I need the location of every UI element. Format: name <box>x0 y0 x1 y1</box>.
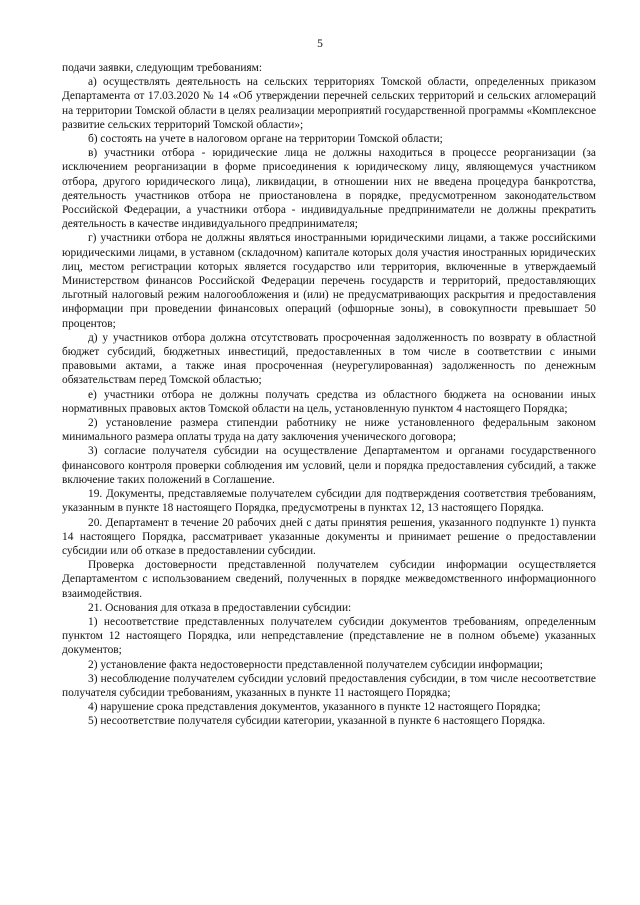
paragraph-verification: Проверка достоверности представленной получателем субсидии информации осуществляется Департаментом с использованием сведений, полученных в порядке межведомственного информационного взаимодействия. <box>62 559 596 600</box>
paragraph-refusal-4: 4) нарушение срока представления документов, указанного в пункте 12 настоящего Порядка; <box>88 701 541 714</box>
paragraph-refusal-2: 2) установление факта недостоверности представленной получателем субсидии информации; <box>88 658 543 671</box>
paragraph-item-e: е) участники отбора не должны получать средства из областного бюджета на основании иных нормативных правовых актов Томской области на цель, установленную пунктом 4 настоящего Порядка; <box>62 388 596 415</box>
paragraph-intro: подачи заявки, следующим требованиям: <box>62 62 263 74</box>
paragraph-clause-20: 20. Департамент в течение 20 рабочих дней с даты принятия решения, указанного подпункте 1) пункта 14 настоящего Порядка, рассматривает указанные документы и принимает решение о предоставлении субсидии или об отказе в предоставлении субсидии. <box>62 516 596 557</box>
paragraph-refusal-5: 5) несоответствие получателя субсидии категории, указанной в пункте 6 настоящего Порядка. <box>88 715 546 728</box>
paragraph-clause-19: 19. Документы, представляемые получателем субсидии для подтверждения соответствия требованиям, указанным в пункте 18 настоящего Порядка, предусмотрены в пунктах 12, 13 настоящего Порядка. <box>62 488 596 515</box>
page-number: 5 <box>317 38 323 50</box>
paragraph-item-v: в) участники отбора - юридические лица не должны находиться в процессе реорганизации (за исключением реорганизации в форме присоединения к юридическому лицу, являющемуся участником отбора, другого юридического лица), ликвидации, в отношении них не введена процедура банкротства, деятельность участников отбора не приостановлена в порядке, предусмотренном законодательством Российской Федерации, а участники отбора - индивидуальные предприниматели не должны прекратить деятельность в качестве индивидуального предпринимателя; <box>62 147 596 231</box>
paragraph-clause-21: 21. Основания для отказа в предоставлении субсидии: <box>88 601 352 614</box>
paragraph-refusal-3: 3) несоблюдение получателем субсидии условий предоставления субсидии, в том числе несоответствие получателя субсидии требованиям, указанных в пункте 11 настоящего Порядка; <box>62 672 596 699</box>
paragraph-refusal-1: 1) несоответствие представленных получателем субсидии документов требованиям, определенным пунктом 12 настоящего Порядка, или непредставление (представление не в полном объеме) указанных документов; <box>62 615 596 657</box>
paragraph-item-b: б) состоять на учете в налоговом органе на территории Томской области; <box>88 133 443 146</box>
paragraph-item-2: 2) установление размера стипендии работнику не ниже установленного федеральным законом минимального размера оплаты труда на дату заключения ученического договора; <box>62 417 596 444</box>
paragraph-item-a: а) осуществлять деятельность на сельских территориях Томской области, определенных приказом Департамента от 17.03.2020 № 14 «Об утверждении перечней сельских территорий и сельских агломераций на территории Томской области в целях реализации мероприятий государственной программы «Комплексное развитие сельских территорий Томской области»; <box>62 76 596 131</box>
document-body <box>62 61 596 729</box>
paragraph-item-g: г) участники отбора не должны являться иностранными юридическими лицами, а также российскими юридическими лицами, в уставном (складочном) капитале которых доля участия иностранных юридических лиц, местом регистрации которых является государство или территория, включенные в утверждаемый Министерством финансов Российской Федерации перечень государств и территорий, предоставляющих льготный налоговый режим налогообложения и (или) не предусматривающих раскрытия и предоставления информации при проведении финансовых операций (офшорные зоны), в совокупности превышает 50 процентов; <box>62 232 596 330</box>
paragraph-item-3: 3) согласие получателя субсидии на осуществление Департаментом и органами государственного финансового контроля проверки соблюдения им условий, цели и порядка предоставления субсидий, а также включение таких положений в Соглашение. <box>62 445 596 486</box>
paragraph-item-d: д) у участников отбора должна отсутствовать просроченная задолженность по возврату в областной бюджет субсидий, бюджетных инвестиций, предоставленных в том числе в соответствии с иными правовыми актами, а также иная просроченная (неурегулированная) задолженность по денежным обязательствам перед Томской областью; <box>62 331 596 387</box>
